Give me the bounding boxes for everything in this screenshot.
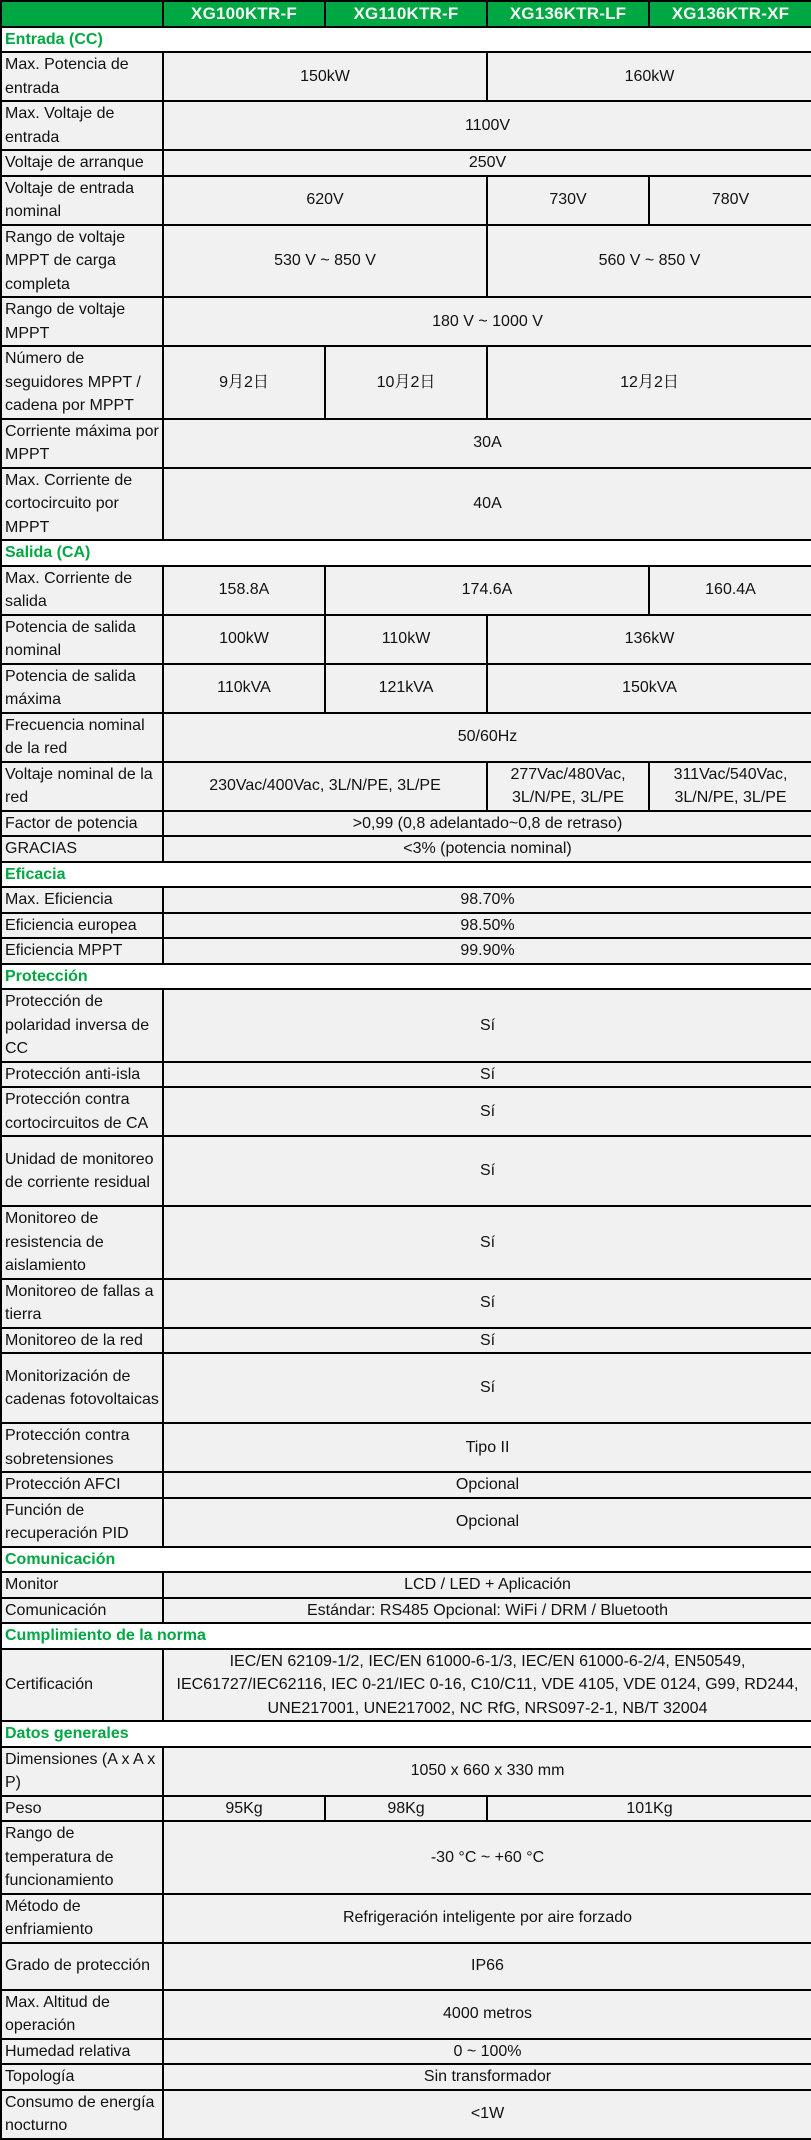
- row-value: 110kVA: [163, 664, 325, 713]
- table-row: [1, 1206, 811, 1279]
- row-value: 10月2日: [325, 346, 487, 419]
- row-value: 110kW: [325, 615, 487, 664]
- table-row: [1, 1328, 811, 1354]
- row-value: 95Kg: [163, 1796, 325, 1822]
- table-row: [1, 1747, 811, 1796]
- section-title: Entrada (CC): [1, 27, 811, 53]
- row-value: Sí: [163, 1136, 811, 1206]
- row-value: Opcional: [163, 1498, 811, 1547]
- row-value: 101Kg: [487, 1796, 811, 1822]
- row-value: 560 V ~ 850 V: [487, 225, 811, 298]
- model-header-row: [1, 1, 811, 27]
- table-row: [1, 1279, 811, 1328]
- row-value: 620V: [163, 176, 487, 225]
- table-row: [1, 1062, 811, 1088]
- row-value: 160kW: [487, 52, 811, 101]
- section-title: Protección: [1, 964, 811, 990]
- row-label: Potencia de salida máxima: [1, 664, 163, 713]
- table-row: [1, 52, 811, 101]
- table-row: [1, 2064, 811, 2090]
- table-row: [1, 1472, 811, 1498]
- row-label: Protección contra cortocircuitos de CA: [1, 1087, 163, 1136]
- row-label: Rango de voltaje MPPT de carga completa: [1, 225, 163, 298]
- table-row: [1, 1423, 811, 1472]
- table-row: [1, 811, 811, 837]
- row-value: Sí: [163, 1328, 811, 1354]
- row-label: Protección AFCI: [1, 1472, 163, 1498]
- row-value: 1050 x 660 x 330 mm: [163, 1747, 811, 1796]
- row-label: Método de enfriamiento: [1, 1894, 163, 1943]
- table-row: [1, 1087, 811, 1136]
- row-value: 158.8A: [163, 566, 325, 615]
- row-label: Monitoreo de resistencia de aislamiento: [1, 1206, 163, 1279]
- row-value: 40A: [163, 468, 811, 541]
- table-row: [1, 1353, 811, 1423]
- row-label: Función de recuperación PID: [1, 1498, 163, 1547]
- row-value: 50/60Hz: [163, 713, 811, 762]
- row-label: Voltaje nominal de la red: [1, 762, 163, 811]
- section-title: Cumplimiento de la norma: [1, 1623, 811, 1649]
- row-label: Monitor: [1, 1572, 163, 1598]
- row-label: Eficiencia europea: [1, 913, 163, 939]
- model-xg136ktr-lf: XG136KTR-LF: [487, 1, 649, 27]
- row-label: Max. Eficiencia: [1, 887, 163, 913]
- section-generales: [1, 1721, 811, 1747]
- row-value: 174.6A: [325, 566, 649, 615]
- row-value: 150kVA: [487, 664, 811, 713]
- row-value: 136kW: [487, 615, 811, 664]
- row-label: GRACIAS: [1, 836, 163, 862]
- row-value: 530 V ~ 850 V: [163, 225, 487, 298]
- row-label: Protección contra sobretensiones: [1, 1423, 163, 1472]
- row-label: Frecuencia nominal de la red: [1, 713, 163, 762]
- row-value: -30 °C ~ +60 °C: [163, 1821, 811, 1894]
- row-label: Protección anti-isla: [1, 1062, 163, 1088]
- table-row: [1, 664, 811, 713]
- row-value: Sí: [163, 1062, 811, 1088]
- row-value: 98Kg: [325, 1796, 487, 1822]
- table-row: [1, 887, 811, 913]
- table-row: [1, 2090, 811, 2139]
- table-row: [1, 1990, 811, 2039]
- table-row: [1, 176, 811, 225]
- section-comunicacion: [1, 1547, 811, 1573]
- row-value: 4000 metros: [163, 1990, 811, 2039]
- row-label: Monitorización de cadenas fotovoltaicas: [1, 1353, 163, 1423]
- row-label: Monitoreo de fallas a tierra: [1, 1279, 163, 1328]
- row-label: Max. Altitud de operación: [1, 1990, 163, 2039]
- row-label: Rango de voltaje MPPT: [1, 297, 163, 346]
- row-value: 311Vac/540Vac, 3L/N/PE, 3L/PE: [649, 762, 811, 811]
- row-label: Dimensiones (A x A x P): [1, 1747, 163, 1796]
- table-row: [1, 2039, 811, 2065]
- table-row: [1, 225, 811, 298]
- table-row: [1, 566, 811, 615]
- row-value: LCD / LED + Aplicación: [163, 1572, 811, 1598]
- row-value: 230Vac/400Vac, 3L/N/PE, 3L/PE: [163, 762, 487, 811]
- row-value: 1100V: [163, 101, 811, 150]
- header-corner: [1, 1, 163, 27]
- table-row: [1, 1598, 811, 1624]
- table-row: [1, 1649, 811, 1722]
- row-label: Voltaje de arranque: [1, 150, 163, 176]
- row-value: Sí: [163, 1087, 811, 1136]
- table-row: [1, 615, 811, 664]
- table-row: [1, 1943, 811, 1990]
- section-title: Eficacia: [1, 862, 811, 888]
- row-label: Max. Corriente de salida: [1, 566, 163, 615]
- row-value: Refrigeración inteligente por aire forzado: [163, 1894, 811, 1943]
- table-row: [1, 1572, 811, 1598]
- table-row: [1, 346, 811, 419]
- row-label: Número de seguidores MPPT / cadena por MPPT: [1, 346, 163, 419]
- row-label: Max. Corriente de cortocircuito por MPPT: [1, 468, 163, 541]
- row-value: 98.50%: [163, 913, 811, 939]
- section-eficacia: [1, 862, 811, 888]
- row-value: Tipo II: [163, 1423, 811, 1472]
- table-row: [1, 938, 811, 964]
- row-label: Comunicación: [1, 1598, 163, 1624]
- row-value: 12月2日: [487, 346, 811, 419]
- row-value: 30A: [163, 419, 811, 468]
- model-xg100ktr-f: XG100KTR-F: [163, 1, 325, 27]
- certification-list: IEC/EN 62109-1/2, IEC/EN 61000-6-1/3, IEC/EN 61000-6-2/4, EN50549, IEC61727/IEC62116, IEC 0-21/IEC 0-16, C10/C11, VDE 4105, VDE 0124, G99, RD244, UNE217001, UNE217002, NC RfG, NRS097-2-1, NB/T 32004: [163, 1649, 811, 1722]
- row-value: Sí: [163, 1279, 811, 1328]
- row-value: Sin transformador: [163, 2064, 811, 2090]
- row-label: Corriente máxima por MPPT: [1, 419, 163, 468]
- row-value: Estándar: RS485 Opcional: WiFi / DRM / Bluetooth: [163, 1598, 811, 1624]
- table-row: [1, 1821, 811, 1894]
- row-label: Max. Voltaje de entrada: [1, 101, 163, 150]
- row-label: Eficiencia MPPT: [1, 938, 163, 964]
- table-row: [1, 713, 811, 762]
- table-row: [1, 836, 811, 862]
- row-value: >0,99 (0,8 adelantado~0,8 de retraso): [163, 811, 811, 837]
- section-title: Comunicación: [1, 1547, 811, 1573]
- row-label: Peso: [1, 1796, 163, 1822]
- row-value: 98.70%: [163, 887, 811, 913]
- row-label: Monitoreo de la red: [1, 1328, 163, 1354]
- section-salida: [1, 540, 811, 566]
- table-row: [1, 1894, 811, 1943]
- row-value: 730V: [487, 176, 649, 225]
- table-row: [1, 468, 811, 541]
- row-label: Unidad de monitoreo de corriente residual: [1, 1136, 163, 1206]
- table-row: [1, 101, 811, 150]
- row-value: 99.90%: [163, 938, 811, 964]
- row-value: Sí: [163, 989, 811, 1062]
- row-label: Humedad relativa: [1, 2039, 163, 2065]
- row-value: 121kVA: [325, 664, 487, 713]
- row-label: Certificación: [1, 1649, 163, 1722]
- row-label: Topología: [1, 2064, 163, 2090]
- table-row: [1, 1796, 811, 1822]
- table-row: [1, 297, 811, 346]
- row-label: Consumo de energía nocturno: [1, 2090, 163, 2139]
- table-row: [1, 150, 811, 176]
- row-label: Potencia de salida nominal: [1, 615, 163, 664]
- row-value: 780V: [649, 176, 811, 225]
- row-value: Sí: [163, 1353, 811, 1423]
- table-row: [1, 419, 811, 468]
- table-row: [1, 989, 811, 1062]
- section-entrada: [1, 27, 811, 53]
- row-label: Max. Potencia de entrada: [1, 52, 163, 101]
- table-row: [1, 1136, 811, 1206]
- row-value: 277Vac/480Vac, 3L/N/PE, 3L/PE: [487, 762, 649, 811]
- row-label: Voltaje de entrada nominal: [1, 176, 163, 225]
- row-label: Protección de polaridad inversa de CC: [1, 989, 163, 1062]
- row-value: 180 V ~ 1000 V: [163, 297, 811, 346]
- model-xg110ktr-f: XG110KTR-F: [325, 1, 487, 27]
- row-value: <3% (potencia nominal): [163, 836, 811, 862]
- row-value: 9月2日: [163, 346, 325, 419]
- row-value: Sí: [163, 1206, 811, 1279]
- row-value: IP66: [163, 1943, 811, 1990]
- model-xg136ktr-xf: XG136KTR-XF: [649, 1, 811, 27]
- section-proteccion: [1, 964, 811, 990]
- section-title: Datos generales: [1, 1721, 811, 1747]
- row-label: Factor de potencia: [1, 811, 163, 837]
- row-value: 250V: [163, 150, 811, 176]
- row-value: Opcional: [163, 1472, 811, 1498]
- row-label: Grado de protección: [1, 1943, 163, 1990]
- table-row: [1, 762, 811, 811]
- table-row: [1, 913, 811, 939]
- row-value: 0 ~ 100%: [163, 2039, 811, 2065]
- section-title: Salida (CA): [1, 540, 811, 566]
- row-value: 160.4A: [649, 566, 811, 615]
- row-value: 150kW: [163, 52, 487, 101]
- table-row: [1, 1498, 811, 1547]
- row-label: Rango de temperatura de funcionamiento: [1, 1821, 163, 1894]
- section-norma: [1, 1623, 811, 1649]
- row-value: <1W: [163, 2090, 811, 2139]
- row-value: 100kW: [163, 615, 325, 664]
